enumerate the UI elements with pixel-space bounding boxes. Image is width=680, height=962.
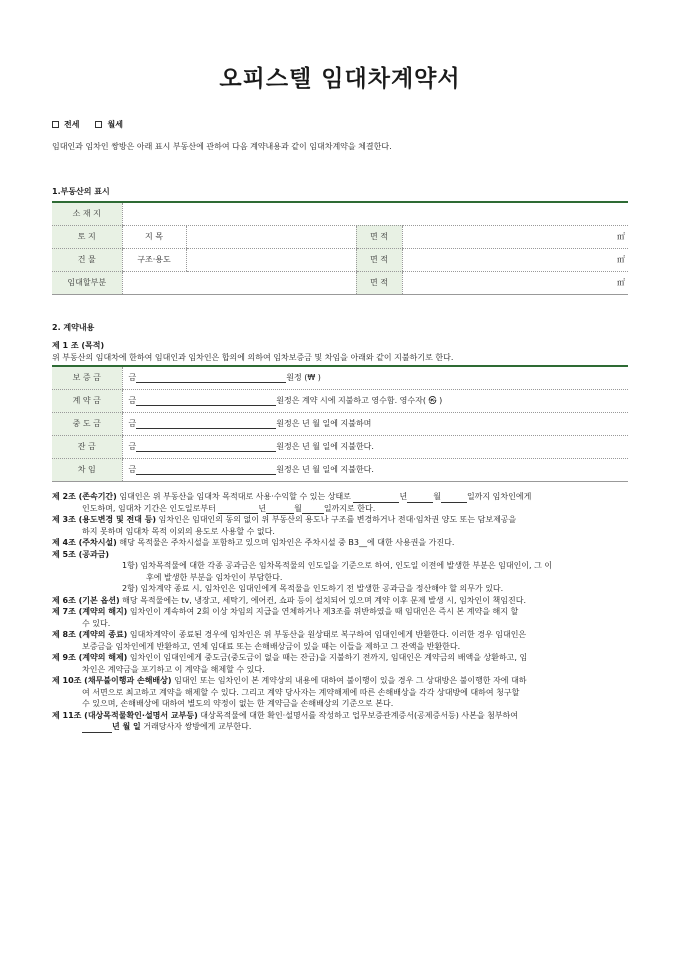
- day-blank[interactable]: [302, 505, 324, 514]
- article-title: 제 7조 (계약의 해지): [52, 607, 128, 616]
- article-5: [52, 549, 632, 561]
- amount-blank[interactable]: [136, 420, 276, 429]
- article-8: [52, 629, 632, 641]
- article-text: 임대차계약이 종료된 경우에 임차인은 위 부동산을 원상태로 복구하여 임대인에게 반환한다. 이러한 경우 임대인은: [127, 630, 527, 639]
- row-label: 중 도 금: [52, 412, 122, 435]
- row-label: 보 증 금: [52, 366, 122, 389]
- article-text: 임대인은 위 부동산을 임대차 목적대로 사용·수익할 수 있는 상태로: [116, 492, 354, 501]
- year-label: 년: [258, 503, 267, 513]
- building-area-field[interactable]: [402, 248, 628, 271]
- option-wolse[interactable]: [95, 119, 122, 130]
- payment-table: [52, 365, 628, 482]
- article-text: 임대인 또는 임차인이 본 계약상의 내용에 대하여 불이행이 있을 경우 그 상대방은 불이행한 자에 대하: [171, 676, 527, 685]
- row-text: 원정은 계약 시에 지불하고 영수함. 영수자( ㉿ ): [276, 396, 443, 405]
- lease-area-field[interactable]: [402, 271, 628, 294]
- prefix-text: 금: [128, 442, 137, 451]
- prefix-text: 금: [128, 465, 137, 474]
- article-10: [52, 675, 632, 687]
- building-structure-field[interactable]: [186, 248, 356, 271]
- checkbox-icon[interactable]: [95, 121, 102, 128]
- area-label: 면 적: [356, 271, 402, 294]
- row-text: 원정 (₩ ): [286, 373, 321, 383]
- deposit-field[interactable]: [122, 366, 628, 389]
- contract-type-options: [52, 119, 123, 130]
- amount-blank[interactable]: [136, 397, 276, 406]
- month-blank[interactable]: [266, 505, 294, 514]
- land-area-field[interactable]: [402, 225, 628, 248]
- document-title: 오피스텔 임대차계약서: [219, 66, 461, 92]
- article1-text: 위 부동산의 임대차에 한하여 임대인과 임차인은 합의에 의하여 임차보증금 및 차임을 아래와 같이 지불하기로 한다.: [52, 353, 454, 362]
- amount-blank[interactable]: [136, 443, 276, 452]
- row-label: 소 재 지: [52, 202, 122, 225]
- article1-title: 제 1 조 (목적): [52, 341, 105, 350]
- row-label: 차 임: [52, 458, 122, 481]
- article-3: [52, 514, 632, 526]
- article-text: 1항) 임차목적물에 대한 각종 공과금은 임차목적물의 인도일을 기준으로 하여, 인도일 이전에 발생한 부분은 임대인이, 그 이: [122, 561, 553, 570]
- article-2: [52, 491, 632, 503]
- article-title: 제 2조 (존속기간): [52, 492, 117, 501]
- article-text: 차인은 계약금을 포기하고 이 계약을 해제할 수 있다.: [82, 664, 265, 674]
- table-row: [52, 271, 628, 294]
- article-text: 거래당사자 쌍방에게 교부한다.: [140, 722, 252, 731]
- article-title: 제 5조 (공과금): [52, 549, 110, 559]
- date-label: 년 월 일: [112, 722, 141, 731]
- article-text: 인도하며, 임대차 기간은 인도일로부터: [82, 503, 219, 513]
- amount-blank[interactable]: [136, 374, 286, 383]
- table-row: [52, 458, 628, 481]
- date-blank[interactable]: [82, 724, 112, 733]
- month-blank[interactable]: [407, 494, 433, 503]
- table-row: [52, 248, 628, 271]
- checkbox-icon[interactable]: [52, 121, 59, 128]
- row-sublabel: 구조·용도: [122, 248, 186, 271]
- article-text: 후에 발생한 부분을 임차인이 부담한다.: [146, 572, 283, 582]
- article-11: [52, 710, 632, 722]
- article-text: 해당 목적물은 주차시설을 포함하고 있으며 임차인은 주차시설 중 B3__에 대한 사용권을 가진다.: [116, 538, 455, 547]
- amount-blank[interactable]: [136, 466, 276, 475]
- article-title: 제 6조 (기본 옵션): [52, 595, 120, 605]
- month-label: 월: [294, 503, 302, 513]
- contract-payment-field[interactable]: [122, 389, 628, 412]
- article-title: 제 3조 (용도변경 및 전대 등): [52, 515, 157, 524]
- article-text: 임차인이 임대인에게 중도금(중도금이 없을 때는 잔금)을 지불하기 전까지, 임대인은 계약금의 배액을 상환하고, 임: [127, 653, 528, 662]
- row-label: 토 지: [52, 225, 122, 248]
- rent-field[interactable]: [122, 458, 628, 481]
- area-label: 면 적: [356, 225, 402, 248]
- article-text: 2항) 임차계약 종료 시, 임차인은 임대인에게 목적물을 인도하기 전 발생한 공과금을 정산해야 할 의무가 있다.: [122, 584, 504, 593]
- year-label: 년: [399, 492, 408, 501]
- year-blank[interactable]: [353, 494, 399, 503]
- article-title: 제 10조 (채무불이행과 손해배상): [52, 676, 172, 685]
- articles-block: [52, 491, 632, 733]
- prefix-text: 금: [128, 419, 137, 428]
- article-text: 일까지 임차인에게: [466, 492, 532, 501]
- option-wolse-label: 월세: [107, 120, 123, 129]
- article-11-cont: [52, 721, 632, 733]
- interim-payment-field[interactable]: [122, 412, 628, 435]
- balance-field[interactable]: [122, 435, 628, 458]
- article-text: 여 서면으로 최고하고 계약을 해제할 수 있다. 그리고 계약 당사자는 계약해제에 따른 손해배상을 각각 상대방에 대하여 청구할: [82, 687, 520, 697]
- article-text: 하지 못하며 임대차 목적 이외의 용도로 사용할 수 없다.: [82, 526, 275, 536]
- article-text: 수 있다.: [82, 618, 111, 628]
- table-row: [52, 366, 628, 389]
- row-text: 원정은 년 월 일에 지불한다.: [276, 442, 374, 451]
- prefix-text: 금: [128, 373, 137, 383]
- land-category-field[interactable]: [186, 225, 356, 248]
- section1-heading: 1.부동산의 표시: [52, 187, 110, 196]
- lease-portion-field[interactable]: [122, 271, 356, 294]
- option-jeonse-label: 전세: [64, 120, 80, 129]
- table-row: [52, 412, 628, 435]
- article-4: [52, 537, 632, 549]
- area-unit: ㎡: [617, 278, 625, 287]
- year-blank[interactable]: [218, 505, 258, 514]
- area-label: 면 적: [356, 248, 402, 271]
- article-7: [52, 606, 632, 618]
- article-title: 제 9조 (계약의 해제): [52, 653, 128, 662]
- article-9: [52, 652, 632, 664]
- row-label: 잔 금: [52, 435, 122, 458]
- article-text: 대상목적물에 대한 확인·설명서를 작성하고 업무보증관계증서(공제증서등) 사본을 첨부하여: [197, 710, 519, 720]
- section2-heading: 2. 계약내용: [52, 323, 95, 332]
- table-row: [52, 202, 628, 225]
- article-text: 해당 목적물에는 tv, 냉장고, 세탁기, 에어컨, 쇼파 등이 설치되어 있으며 계약 이후 문제 발생 시, 임차인이 책임진다.: [119, 595, 526, 605]
- row-sublabel: 지 목: [122, 225, 186, 248]
- intro-text: 임대인과 임차인 쌍방은 아래 표시 부동산에 관하여 다음 계약내용과 같이 임대차계약을 체결한다.: [52, 142, 392, 151]
- article-6: [52, 595, 632, 607]
- article-text: 일까지로 한다.: [323, 503, 376, 513]
- row-label: 임대할부분: [52, 271, 122, 294]
- table-row: [52, 389, 628, 412]
- article-title: 제 11조 (대상목적물확인·설명서 교부등): [52, 710, 198, 720]
- month-label: 월: [433, 492, 441, 501]
- row-label: 건 물: [52, 248, 122, 271]
- address-field[interactable]: [122, 202, 628, 225]
- table-row: [52, 435, 628, 458]
- article-title: 제 4조 (주차시설): [52, 538, 117, 547]
- article-text: 수 있으며, 손해배상에 대하여 별도의 약정이 없는 한 계약금을 손해배상의 기준으로 본다.: [82, 699, 394, 708]
- area-unit: ㎡: [617, 232, 625, 241]
- property-table: [52, 201, 628, 295]
- row-text: 원정은 년 월 일에 지불하며: [276, 419, 372, 428]
- prefix-text: 금: [128, 396, 137, 405]
- option-jeonse[interactable]: [52, 119, 79, 130]
- article-title: 제 8조 (계약의 종료): [52, 630, 128, 639]
- day-blank[interactable]: [441, 494, 467, 503]
- row-label: 계 약 금: [52, 389, 122, 412]
- table-row: [52, 225, 628, 248]
- article-text: 임차인이 계속하여 2회 이상 차임의 지급을 연체하거나 제3조를 위반하였을 때 임대인은 즉시 본 계약을 해지 할: [127, 607, 519, 616]
- article-text: 임차인은 임대인의 동의 없이 위 부동산의 용도나 구조를 변경하거나 전대·임차권 양도 또는 담보제공을: [156, 515, 517, 524]
- article-text: 보증금을 임차인에게 반환하고, 연체 임대료 또는 손해배상금이 있을 때는 이들을 제하고 그 잔액을 반환한다.: [82, 641, 461, 651]
- row-text: 원정은 년 월 일에 지불한다.: [276, 465, 374, 474]
- article-2-cont: [52, 503, 632, 515]
- area-unit: ㎡: [617, 255, 625, 264]
